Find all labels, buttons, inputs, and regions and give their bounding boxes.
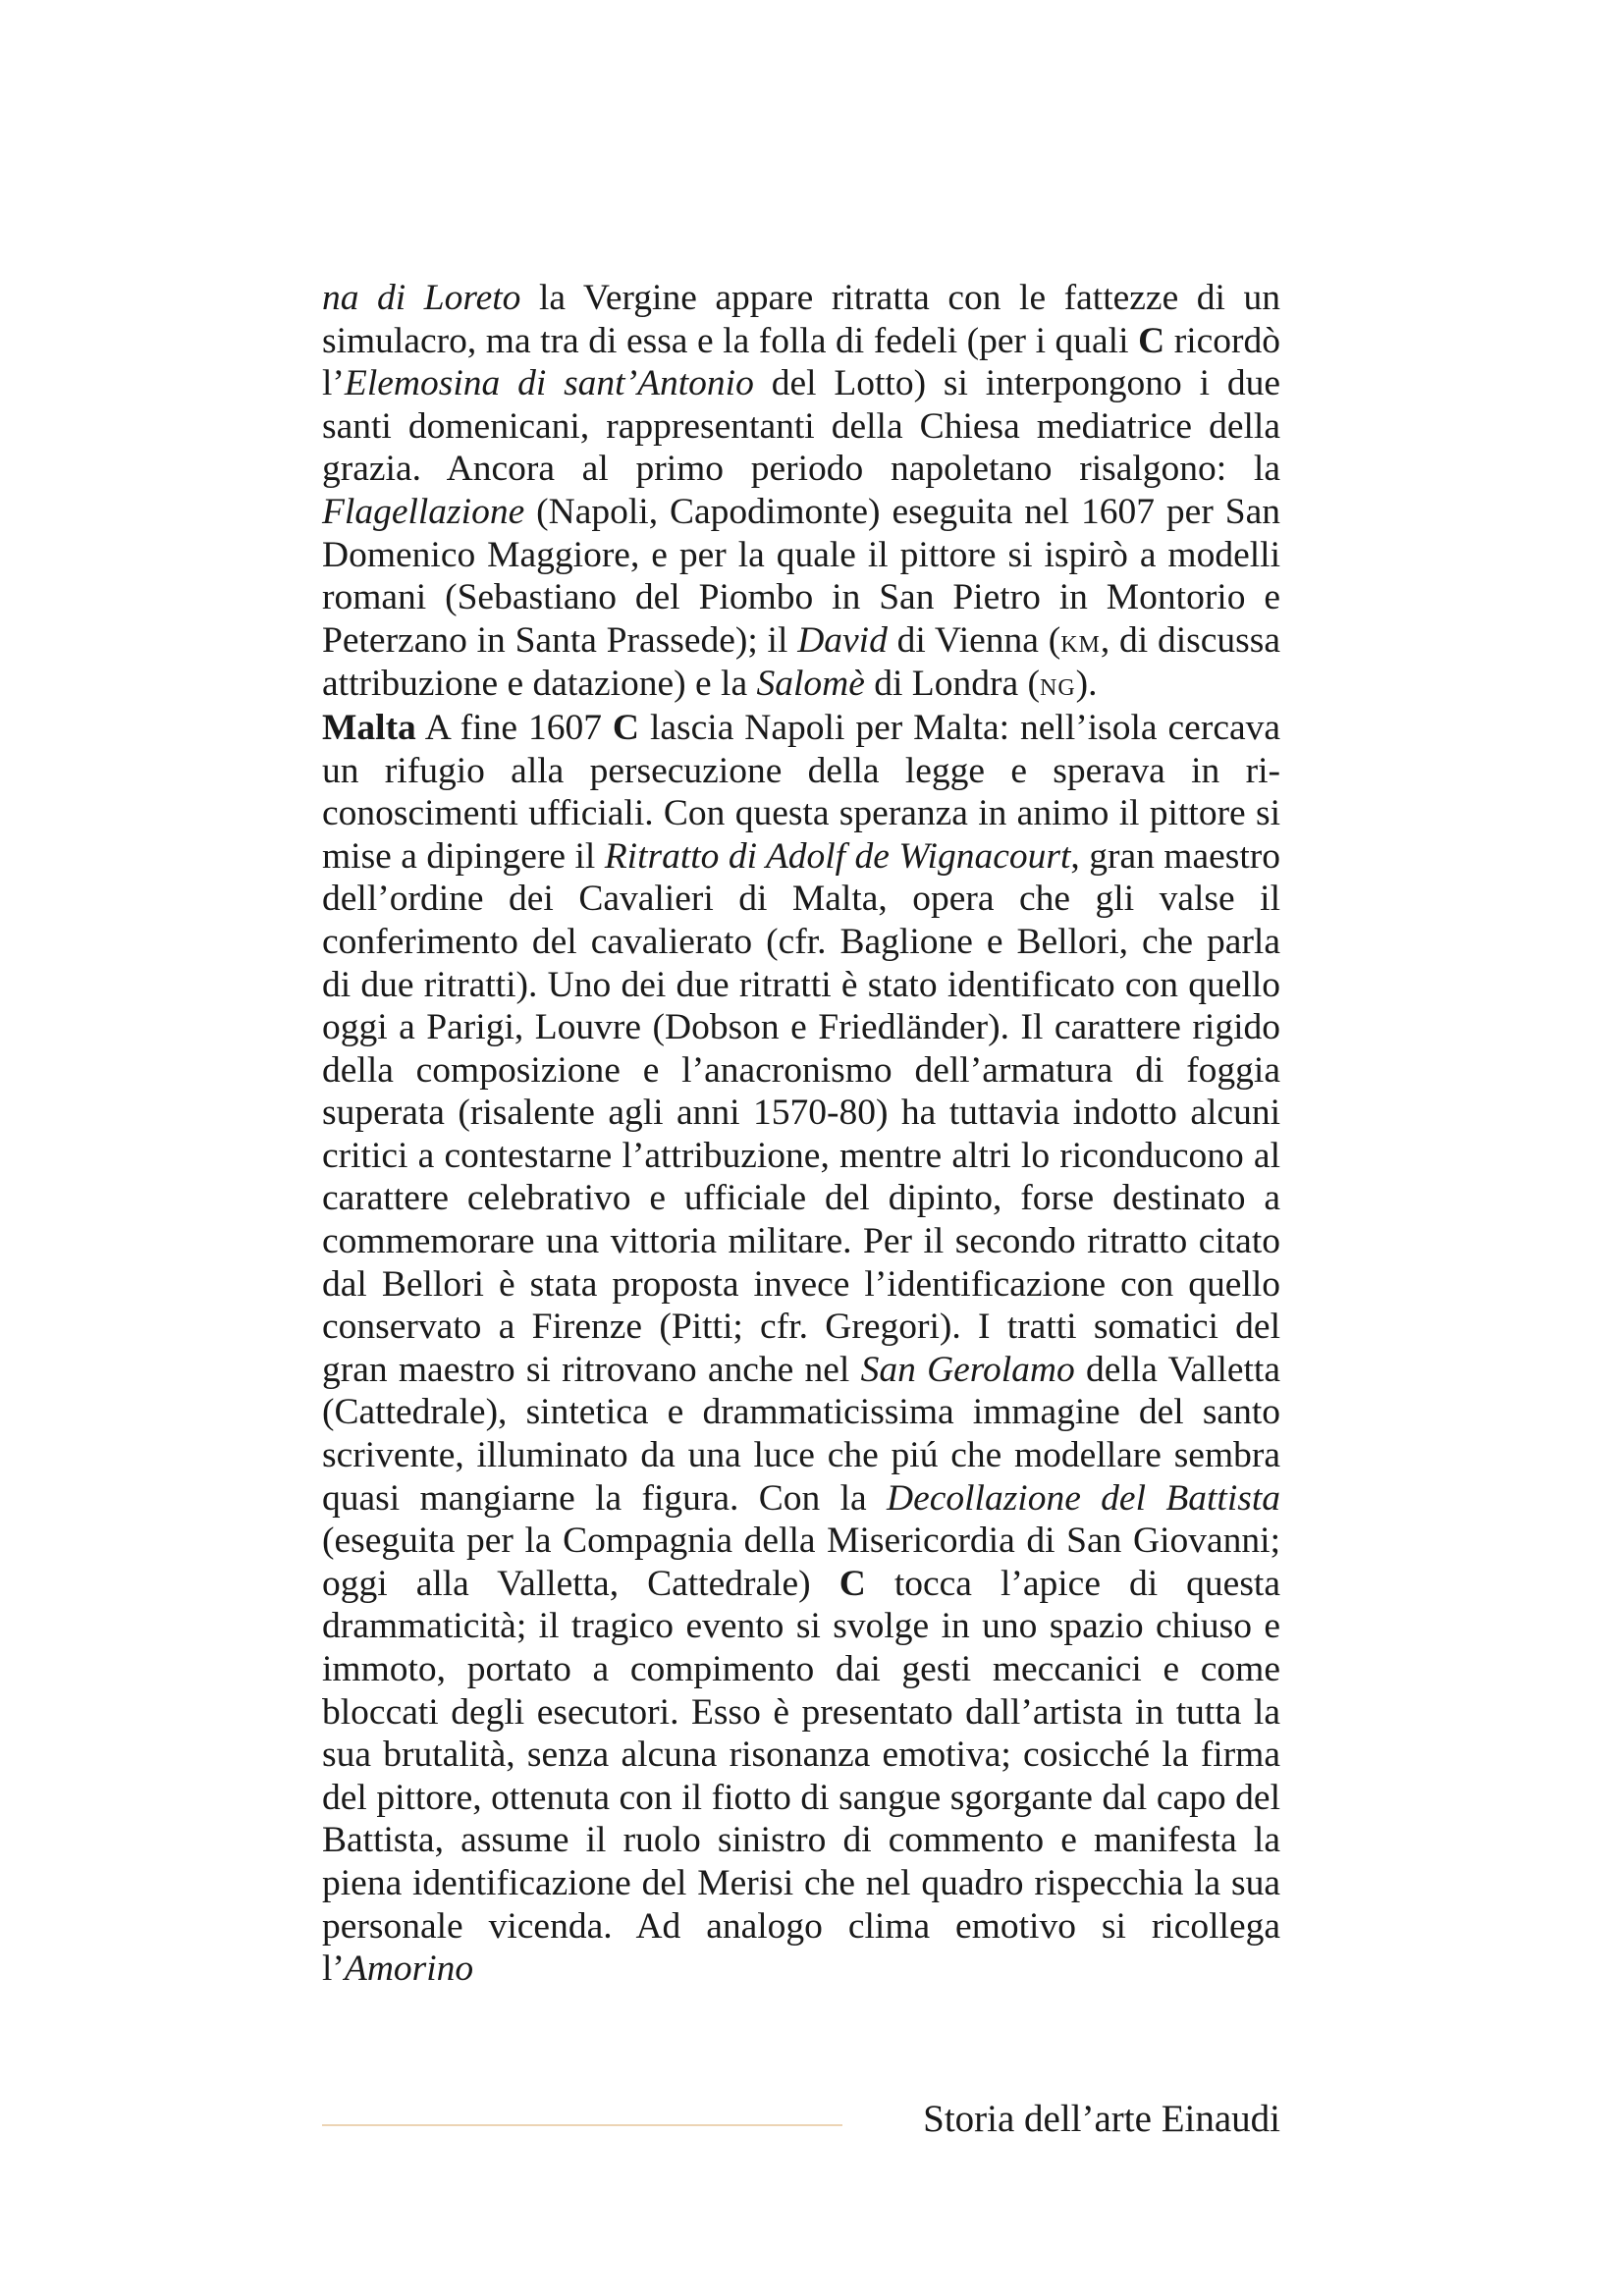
small-caps-abbr: km	[1060, 622, 1101, 660]
text-run: ricordò l’	[322, 320, 1280, 404]
italic-title: na di Loreto	[322, 278, 521, 318]
bold-text: C	[839, 1563, 866, 1604]
text-run: lascia Napoli per Malta: nell’isola cercava un rifugio alla persecuzione della legge e sperava in riconoscimenti ufficiali. Con questa speranza in animo il pittore si mise a dipingere il	[322, 707, 1281, 877]
small-caps-abbr: ng	[1039, 667, 1076, 704]
text-run: , di discussa attribuzione e datazione) e la	[322, 619, 1280, 705]
text-run: ).	[1075, 664, 1098, 705]
italic-title: Amorino	[344, 1949, 474, 1990]
text-run: , gran maestro dell’ordine dei Cavalieri di Malta, opera che gli valse il conferimento del cavalierato (cfr. Baglione e Bellori, che parla di due ritratti). Uno dei due ritratti è stato identificato con quello oggi a Parigi, Louvre (Dobson e Friedländer). Il carattere rigido della composizione e l’anacronismo dell’armatura di foggia superata (risalente agli anni 1570-80) ha tuttavia indotto alcuni critici a contestarne l’attribuzione, mentre altri lo riconducono al carattere celebrativo e ufficiale del dipinto, forse destinato a commemorare una vittoria militare. Per il secondo ritratto citato dal Bellori è stata proposta invece l’identificazione con quello conservato a Firenze (Pitti; cfr. Gregori). I tratti somatici del gran maestro si ritrovano anche nel	[322, 835, 1280, 1390]
footer-title: Storia dell’arte Einaudi	[923, 2098, 1280, 2140]
footer-rule	[322, 2124, 842, 2126]
italic-title: Ritratto di Adolf de Wignacourt	[604, 835, 1071, 877]
italic-title: San Gerolamo	[860, 1349, 1075, 1390]
italic-title: Elemosina di sant’Antonio	[344, 363, 754, 404]
text-run: del Lotto) si interpongono i due santi domenicani, rappresentanti della Chiesa mediatrice della grazia. Ancora al primo periodo napoletano risalgono: la	[322, 363, 1280, 490]
paragraph-loreto	[322, 277, 1280, 707]
bold-text: Malta	[322, 707, 416, 748]
italic-title: Salomè	[756, 664, 865, 705]
paragraph-malta	[322, 707, 1280, 1991]
text-run: della Valletta (Cattedrale), sintetica e drammaticissima immagine del santo scrivente, illuminato da una luce che piú che modellare sembra quasi mangiarne la figura. Con la	[322, 1349, 1281, 1519]
page-footer	[322, 2093, 1280, 2152]
text-run: (Napoli, Capodimonte) eseguita nel 1607 per San Domenico Maggiore, e per la quale il pittore si ispirò a modelli romani (Sebastiano del Piombo in San Pietro in Montorio e Peterzano in Santa Prassede); il	[322, 491, 1280, 661]
bold-text: C	[1138, 320, 1165, 361]
italic-title: Flagellazione	[322, 491, 525, 532]
text-run: (eseguita per la Compagnia della Misericordia di San Giovanni; oggi alla Valletta, Cattedrale)	[322, 1521, 1280, 1604]
text-run: tocca l’apice di questa drammaticità; il tragico evento si svolge in uno spazio chiuso e immoto, portato a compimento dai gesti meccanici e come bloccati degli esecutori. Esso è presentato dall’artista in tutta la sua brutalità, senza alcuna risonanza emotiva; cosicché la firma del pittore, ottenuta con il fiotto di sangue sgorgante dal capo del Battista, assume il ruolo sinistro di commento e manifesta la piena identificazione del Merisi che nel quadro rispecchia la sua personale vicenda. Ad analogo clima emotivo si ricollega l’	[322, 1563, 1280, 1990]
body-text	[322, 277, 1280, 1991]
text-run: di Vienna (	[887, 619, 1061, 661]
bold-text: C	[612, 707, 640, 748]
text-run: A fine 1607	[415, 707, 613, 748]
text-run: di Londra (	[864, 664, 1040, 705]
italic-title: Decollazione del Battista	[886, 1477, 1281, 1519]
text-run: la Vergine appare ritratta con le fattezze di un simulacro, ma tra di essa e la folla di fedeli (per i quali	[322, 278, 1280, 361]
italic-title: David	[797, 619, 888, 661]
